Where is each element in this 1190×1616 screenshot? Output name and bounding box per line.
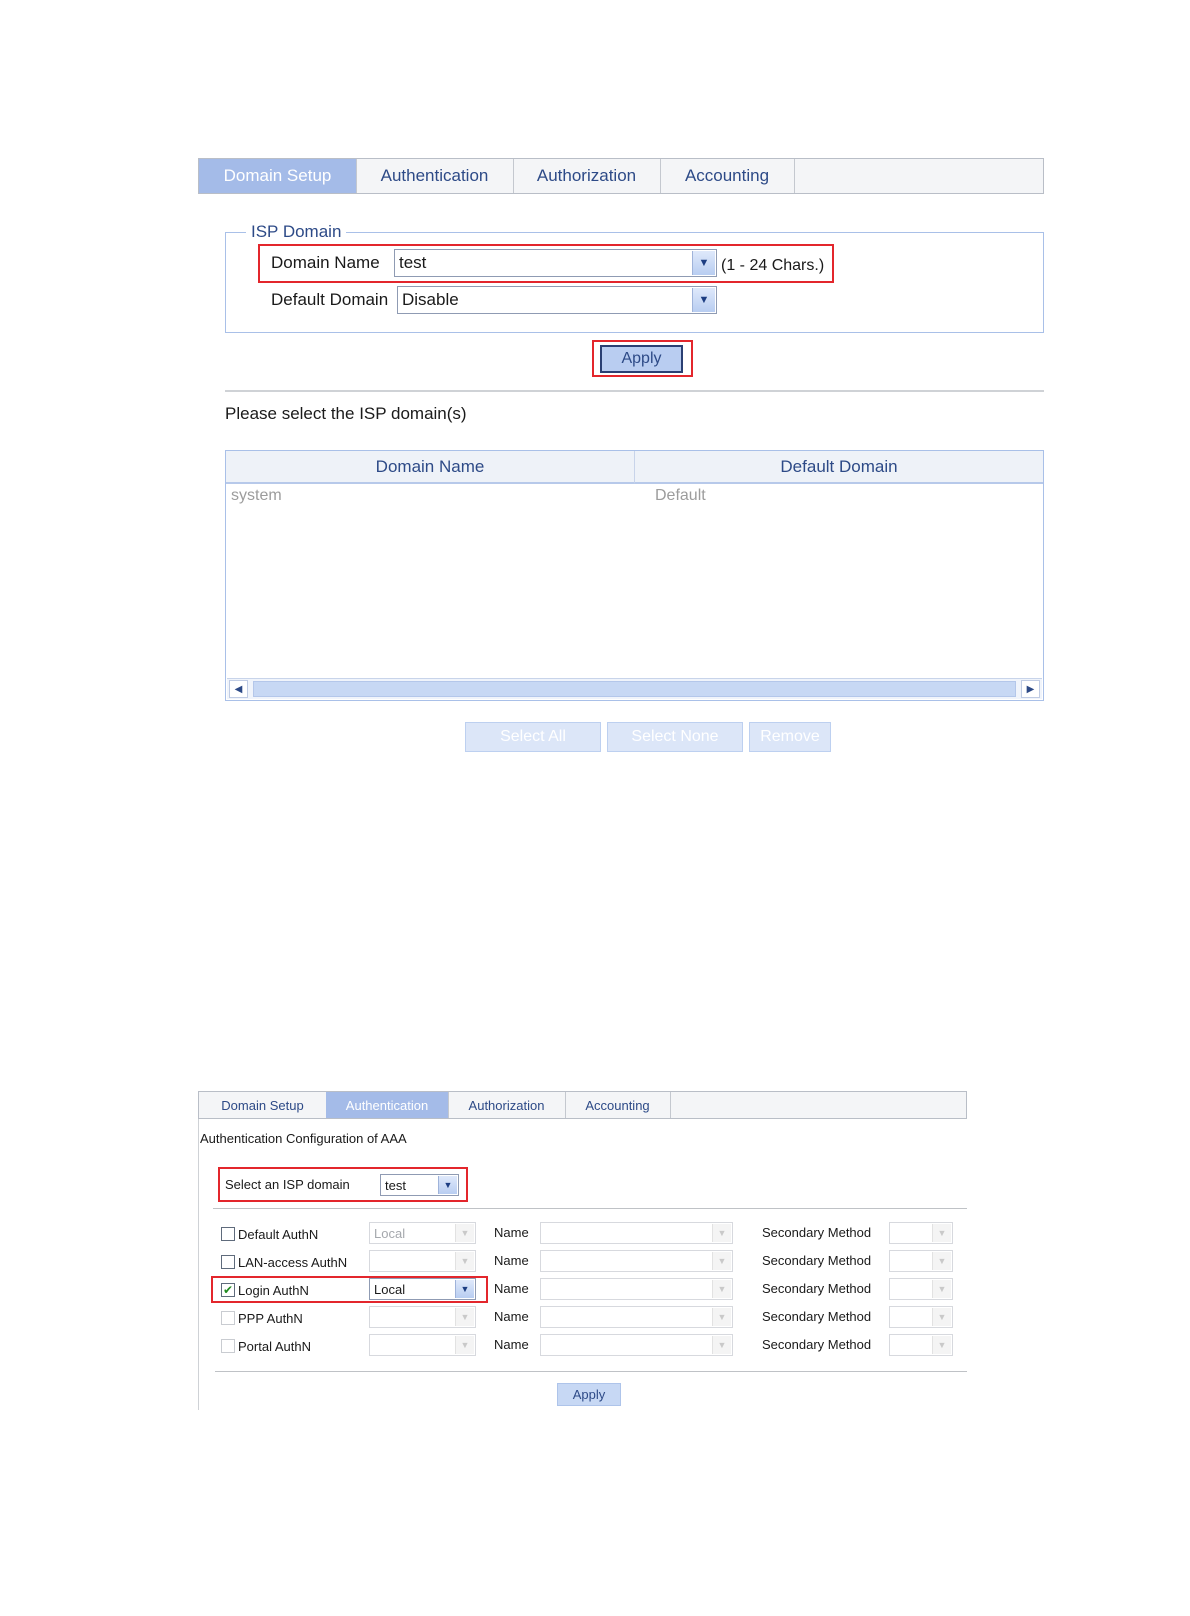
tab-authentication[interactable]: Authentication (356, 159, 514, 193)
name-select[interactable] (540, 1222, 733, 1244)
portal-authn-method-select[interactable] (369, 1334, 476, 1356)
check-icon: ✔ (222, 1283, 234, 1297)
tab-domain-setup[interactable]: Domain Setup (199, 1092, 327, 1118)
default-domain-value: Disable (402, 290, 459, 309)
chevron-down-icon[interactable]: ▼ (438, 1176, 457, 1194)
secondary-method-select[interactable] (889, 1334, 953, 1356)
chevron-down-icon[interactable]: ▼ (455, 1336, 474, 1354)
secondary-method-label: Secondary Method (762, 1337, 872, 1352)
select-none-button[interactable]: Select None (607, 722, 743, 752)
chars-hint: (1 - 24 Chars.) (721, 257, 825, 274)
isp-domain-value: test (385, 1177, 406, 1193)
page-title: Authentication Configuration of AAA (200, 1131, 407, 1146)
login-authn-method-value: Local (374, 1281, 406, 1297)
name-label: Name (494, 1309, 529, 1324)
remove-button[interactable]: Remove (749, 722, 831, 752)
select-all-button[interactable]: Select All (465, 722, 601, 752)
scrollbar-thumb[interactable] (253, 681, 1016, 697)
chevron-down-icon[interactable]: ▼ (712, 1308, 731, 1326)
lan-access-authn-method-select[interactable] (369, 1250, 476, 1272)
chevron-down-icon[interactable]: ▼ (712, 1280, 731, 1298)
left-rule (198, 1119, 199, 1410)
default-authn-method-select[interactable] (369, 1222, 476, 1244)
portal-authn-checkbox[interactable] (221, 1339, 235, 1353)
chevron-down-icon[interactable]: ▼ (712, 1252, 731, 1270)
chevron-down-icon[interactable]: ▼ (932, 1336, 951, 1354)
login-authn-checkbox[interactable] (221, 1283, 235, 1297)
name-select[interactable] (540, 1278, 733, 1300)
ppp-authn-method-select[interactable] (369, 1306, 476, 1328)
apply-button[interactable]: Apply (600, 345, 683, 373)
chevron-down-icon[interactable]: ▼ (455, 1308, 474, 1326)
domain-name-combobox[interactable] (394, 249, 717, 277)
tab-domain-setup[interactable]: Domain Setup (199, 159, 357, 193)
domain-name-value: test (399, 253, 427, 272)
chevron-down-icon[interactable]: ▼ (932, 1224, 951, 1242)
secondary-method-select[interactable] (889, 1222, 953, 1244)
isp-domain-select[interactable] (380, 1174, 459, 1196)
secondary-method-select[interactable] (889, 1250, 953, 1272)
lan-access-authn-checkbox[interactable] (221, 1255, 235, 1269)
table-row[interactable] (226, 485, 1043, 509)
chevron-down-icon[interactable]: ▼ (932, 1252, 951, 1270)
triangle-left-icon[interactable]: ◀ (229, 680, 248, 698)
chevron-down-icon[interactable]: ▼ (455, 1224, 474, 1242)
divider-bottom (215, 1371, 967, 1372)
login-authn-label: Login AuthN (238, 1283, 309, 1298)
domain-name-label: Domain Name (271, 253, 380, 272)
tab-accounting[interactable]: Accounting (660, 159, 795, 193)
default-domain-label: Default Domain (271, 290, 389, 309)
chevron-down-icon[interactable]: ▼ (455, 1280, 474, 1298)
triangle-right-icon[interactable]: ▶ (1021, 680, 1040, 698)
column-header-domain-name[interactable]: Domain Name (226, 451, 635, 484)
chevron-down-icon[interactable]: ▼ (932, 1280, 951, 1298)
default-cell: Default (655, 487, 706, 504)
chevron-down-icon[interactable]: ▼ (712, 1224, 731, 1242)
column-header-default-domain[interactable]: Default Domain (635, 451, 1043, 484)
apply-button-2[interactable]: Apply (557, 1383, 621, 1406)
ppp-authn-checkbox[interactable] (221, 1311, 235, 1325)
tab-bar-2 (198, 1091, 967, 1119)
chevron-down-icon[interactable]: ▼ (932, 1308, 951, 1326)
tab-authorization[interactable]: Authorization (513, 159, 661, 193)
divider (225, 390, 1044, 392)
chevron-down-icon[interactable]: ▼ (692, 288, 715, 312)
name-label: Name (494, 1225, 529, 1240)
name-select[interactable] (540, 1250, 733, 1272)
name-label: Name (494, 1281, 529, 1296)
horizontal-scrollbar[interactable] (227, 678, 1042, 699)
domain-table (225, 450, 1044, 701)
default-authn-checkbox[interactable] (221, 1227, 235, 1241)
secondary-method-label: Secondary Method (762, 1309, 872, 1324)
name-label: Name (494, 1253, 529, 1268)
lan-access-authn-label: LAN-access AuthN (238, 1255, 348, 1270)
domain-cell: system (231, 487, 282, 504)
tab-authentication[interactable]: Authentication (326, 1092, 449, 1118)
chevron-down-icon[interactable]: ▼ (692, 251, 715, 275)
divider-top (213, 1208, 967, 1209)
default-authn-label: Default AuthN (238, 1227, 319, 1242)
default-domain-select[interactable] (397, 286, 717, 314)
name-select[interactable] (540, 1334, 733, 1356)
tab-bar (198, 158, 1044, 194)
name-select[interactable] (540, 1306, 733, 1328)
isp-select-label: Select an ISP domain (225, 1177, 350, 1192)
portal-authn-label: Portal AuthN (238, 1339, 311, 1354)
secondary-method-label: Secondary Method (762, 1225, 872, 1240)
isp-domain-legend: ISP Domain (246, 222, 346, 242)
chevron-down-icon[interactable]: ▼ (455, 1252, 474, 1270)
tab-authorization[interactable]: Authorization (448, 1092, 566, 1118)
login-authn-method-select[interactable] (369, 1278, 476, 1300)
ppp-authn-label: PPP AuthN (238, 1311, 303, 1326)
select-prompt: Please select the ISP domain(s) (225, 404, 467, 423)
secondary-method-label: Secondary Method (762, 1281, 872, 1296)
secondary-method-select[interactable] (889, 1306, 953, 1328)
tab-accounting[interactable]: Accounting (565, 1092, 671, 1118)
default-authn-method-value: Local (374, 1225, 406, 1241)
secondary-method-label: Secondary Method (762, 1253, 872, 1268)
chevron-down-icon[interactable]: ▼ (712, 1336, 731, 1354)
secondary-method-select[interactable] (889, 1278, 953, 1300)
name-label: Name (494, 1337, 529, 1352)
